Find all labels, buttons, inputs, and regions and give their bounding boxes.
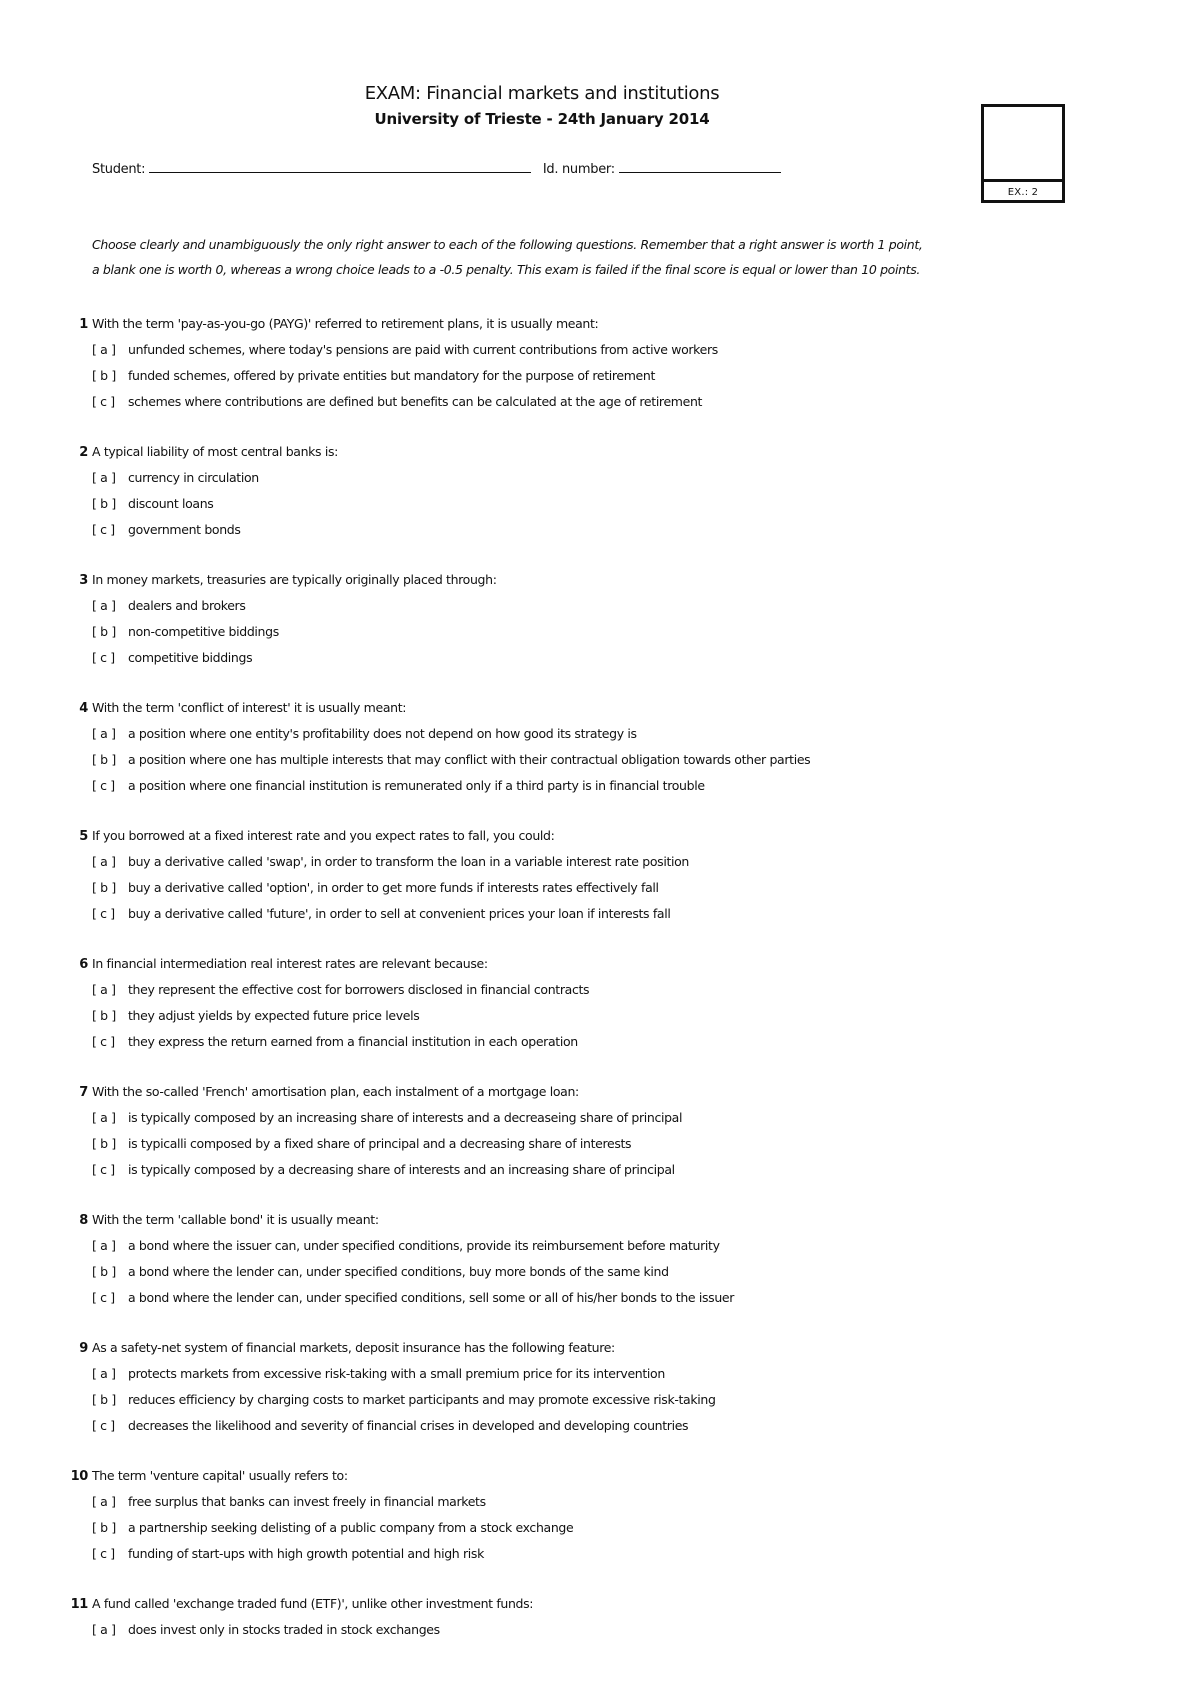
answer-option[interactable] [0, 1031, 1160, 1057]
question-row [0, 825, 1160, 851]
question-number: 4 [79, 701, 88, 716]
answer-checkbox[interactable]: [ c ] [92, 522, 115, 537]
instructions-line-1: Choose clearly and unambiguously the only right answer to each of the following questions. Remember that a right answer is worth 1 point, [92, 237, 923, 252]
answer-text: dealers and brokers [128, 598, 246, 613]
question-number: 1 [79, 317, 88, 332]
question-number: 3 [79, 573, 88, 588]
answer-option[interactable] [0, 979, 1160, 1005]
answer-checkbox[interactable]: [ a ] [92, 1366, 116, 1381]
student-info-line [92, 160, 781, 177]
answer-option[interactable] [0, 365, 1160, 391]
answer-checkbox[interactable]: [ b ] [92, 1008, 116, 1023]
question-block [0, 1465, 1160, 1569]
question-text: With the term 'conflict of interest' it is usually meant: [92, 700, 407, 715]
question-row [0, 697, 1160, 723]
question-number: 11 [70, 1597, 88, 1612]
id-number-blank [619, 160, 781, 173]
answer-option[interactable] [0, 1287, 1160, 1313]
answer-option[interactable] [0, 1261, 1160, 1287]
answer-checkbox[interactable]: [ a ] [92, 342, 116, 357]
answer-checkbox[interactable]: [ b ] [92, 496, 116, 511]
answer-text: they express the return earned from a financial institution in each operation [128, 1034, 578, 1049]
instructions [92, 232, 1092, 282]
answer-checkbox[interactable]: [ b ] [92, 752, 116, 767]
answer-option[interactable] [0, 1491, 1160, 1517]
answer-text: decreases the likelihood and severity of financial crises in developed and developing countries [128, 1418, 689, 1433]
answer-checkbox[interactable]: [ b ] [92, 368, 116, 383]
answer-text: a bond where the lender can, under specified conditions, buy more bonds of the same kind [128, 1264, 669, 1279]
answer-checkbox[interactable]: [ a ] [92, 1110, 116, 1125]
question-block [0, 825, 1160, 929]
answer-checkbox[interactable]: [ c ] [92, 1418, 115, 1433]
question-text: In financial intermediation real interest rates are relevant because: [92, 956, 488, 971]
answer-checkbox[interactable]: [ c ] [92, 1162, 115, 1177]
answer-option[interactable] [0, 723, 1160, 749]
answer-text: buy a derivative called 'swap', in order to transform the loan in a variable interest rate position [128, 854, 689, 869]
answer-option[interactable] [0, 339, 1160, 365]
answer-checkbox[interactable]: [ a ] [92, 598, 116, 613]
answer-checkbox[interactable]: [ b ] [92, 624, 116, 639]
answer-text: is typicalli composed by a fixed share of principal and a decreasing share of interests [128, 1136, 632, 1151]
answer-text: a partnership seeking delisting of a public company from a stock exchange [128, 1520, 574, 1535]
answer-checkbox[interactable]: [ c ] [92, 650, 115, 665]
answer-checkbox[interactable]: [ c ] [92, 1034, 115, 1049]
question-text: In money markets, treasuries are typically originally placed through: [92, 572, 497, 587]
answer-text: a bond where the lender can, under specified conditions, sell some or all of his/her bonds to the issuer [128, 1290, 735, 1305]
answer-option[interactable] [0, 467, 1160, 493]
answer-text: does invest only in stocks traded in stock exchanges [128, 1622, 440, 1637]
question-row [0, 569, 1160, 595]
answer-text: reduces efficiency by charging costs to market participants and may promote excessive risk-taking [128, 1392, 716, 1407]
answer-option[interactable] [0, 1415, 1160, 1441]
question-number: 2 [79, 445, 88, 460]
question-row [0, 441, 1160, 467]
answer-text: is typically composed by an increasing share of interests and a decreaseing share of principal [128, 1110, 683, 1125]
answer-checkbox[interactable]: [ c ] [92, 1290, 115, 1305]
answer-option[interactable] [0, 1005, 1160, 1031]
answer-text: funded schemes, offered by private entities but mandatory for the purpose of retirement [128, 368, 656, 383]
question-block [0, 1209, 1160, 1313]
student-label: Student: [92, 162, 146, 177]
answer-text: a position where one entity's profitability does not depend on how good its strategy is [128, 726, 637, 741]
question-block [0, 441, 1160, 545]
answer-option[interactable] [0, 1543, 1160, 1569]
answer-text: unfunded schemes, where today's pensions are paid with current contributions from active workers [128, 342, 718, 357]
question-text: With the so-called 'French' amortisation plan, each instalment of a mortgage loan: [92, 1084, 579, 1099]
answer-text: they represent the effective cost for borrowers disclosed in financial contracts [128, 982, 590, 997]
answer-checkbox[interactable]: [ a ] [92, 1622, 116, 1637]
question-row [0, 1081, 1160, 1107]
question-text: With the term 'pay-as-you-go (PAYG)' referred to retirement plans, it is usually meant: [92, 316, 599, 331]
question-block [0, 313, 1160, 417]
answer-text: free surplus that banks can invest freely in financial markets [128, 1494, 486, 1509]
answer-option[interactable] [0, 1159, 1160, 1185]
answer-text: currency in circulation [128, 470, 259, 485]
question-number: 9 [79, 1341, 88, 1356]
answer-checkbox[interactable]: [ a ] [92, 1238, 116, 1253]
question-row [0, 953, 1160, 979]
answer-option[interactable] [0, 647, 1160, 673]
answer-checkbox[interactable]: [ c ] [92, 394, 115, 409]
id-number-label: Id. number: [542, 162, 615, 177]
answer-option[interactable] [0, 1235, 1160, 1261]
answer-option[interactable] [0, 877, 1160, 903]
answer-option[interactable] [0, 595, 1160, 621]
question-text: A typical liability of most central banks is: [92, 444, 338, 459]
answer-option[interactable] [0, 775, 1160, 801]
student-name-blank [149, 160, 531, 173]
answer-option[interactable] [0, 1389, 1160, 1415]
answer-text: non-competitive biddings [128, 624, 279, 639]
answer-checkbox[interactable]: [ b ] [92, 1264, 116, 1279]
answer-option[interactable] [0, 851, 1160, 877]
score-box [981, 104, 1065, 203]
question-block [0, 569, 1160, 673]
answer-checkbox[interactable]: [ c ] [92, 778, 115, 793]
exam-subtitle: University of Trieste - 24th January 2014 [374, 110, 710, 128]
question-block [0, 697, 1160, 801]
answer-text: a position where one has multiple interests that may conflict with their contractual obligation towards other parties [128, 752, 811, 767]
question-number: 7 [79, 1085, 88, 1100]
answer-checkbox[interactable]: [ a ] [92, 982, 116, 997]
question-text: As a safety-net system of financial markets, deposit insurance has the following feature: [92, 1340, 615, 1355]
question-text: If you borrowed at a fixed interest rate and you expect rates to fall, you could: [92, 828, 555, 843]
answer-option[interactable] [0, 1619, 1160, 1645]
answer-text: they adjust yields by expected future price levels [128, 1008, 420, 1023]
answer-text: funding of start-ups with high growth potential and high risk [128, 1546, 484, 1561]
answer-text: buy a derivative called 'option', in order to get more funds if interests rates effectively fall [128, 880, 659, 895]
question-number: 8 [79, 1213, 88, 1228]
question-row [0, 1465, 1160, 1491]
question-text: A fund called 'exchange traded fund (ETF)', unlike other investment funds: [92, 1596, 534, 1611]
answer-checkbox[interactable]: [ a ] [92, 1494, 116, 1509]
question-block [0, 1593, 1160, 1645]
answer-checkbox[interactable]: [ b ] [92, 880, 116, 895]
answer-text: competitive biddings [128, 650, 253, 665]
question-block [0, 1337, 1160, 1441]
question-row [0, 1593, 1160, 1619]
answer-text: a position where one financial institution is remunerated only if a third party is in financial trouble [128, 778, 705, 793]
question-number: 10 [70, 1469, 88, 1484]
answer-text: is typically composed by a decreasing share of interests and an increasing share of principal [128, 1162, 675, 1177]
answer-option[interactable] [0, 493, 1160, 519]
answer-text: a bond where the issuer can, under specified conditions, provide its reimbursement before maturity [128, 1238, 720, 1253]
answer-checkbox[interactable]: [ a ] [92, 470, 116, 485]
answer-checkbox[interactable]: [ c ] [92, 906, 115, 921]
answer-option[interactable] [0, 391, 1160, 417]
question-text: With the term 'callable bond' it is usually meant: [92, 1212, 379, 1227]
answer-option[interactable] [0, 749, 1160, 775]
answer-text: buy a derivative called 'future', in order to sell at convenient prices your loan if interests fall [128, 906, 671, 921]
instructions-line-2: a blank one is worth 0, whereas a wrong choice leads to a -0.5 penalty. This exam is failed if the final score is equal or lower than 10 points. [92, 262, 920, 277]
answer-option[interactable] [0, 1133, 1160, 1159]
answer-text: government bonds [128, 522, 241, 537]
answer-checkbox[interactable]: [ c ] [92, 1546, 115, 1561]
answer-text: schemes where contributions are defined but benefits can be calculated at the age of retirement [128, 394, 703, 409]
answer-checkbox[interactable]: [ b ] [92, 1520, 116, 1535]
exam-version-label: EX.: 2 [1007, 187, 1039, 198]
answer-option[interactable] [0, 519, 1160, 545]
exam-title: EXAM: Financial markets and institutions [364, 83, 720, 104]
question-row [0, 313, 1160, 339]
answer-option[interactable] [0, 1363, 1160, 1389]
answer-checkbox[interactable]: [ a ] [92, 854, 116, 869]
answer-option[interactable] [0, 903, 1160, 929]
answer-option[interactable] [0, 1107, 1160, 1133]
answer-text: protects markets from excessive risk-taking with a small premium price for its intervention [128, 1366, 665, 1381]
question-row [0, 1209, 1160, 1235]
answer-checkbox[interactable]: [ b ] [92, 1136, 116, 1151]
answer-checkbox[interactable]: [ b ] [92, 1392, 116, 1407]
question-number: 5 [79, 829, 88, 844]
answer-checkbox[interactable]: [ a ] [92, 726, 116, 741]
score-box-divider [984, 179, 1062, 182]
answer-text: discount loans [128, 496, 214, 511]
question-number: 6 [79, 957, 88, 972]
question-text: The term 'venture capital' usually refers to: [92, 1468, 348, 1483]
question-block [0, 1081, 1160, 1185]
question-block [0, 953, 1160, 1057]
question-row [0, 1337, 1160, 1363]
answer-option[interactable] [0, 1517, 1160, 1543]
answer-option[interactable] [0, 621, 1160, 647]
